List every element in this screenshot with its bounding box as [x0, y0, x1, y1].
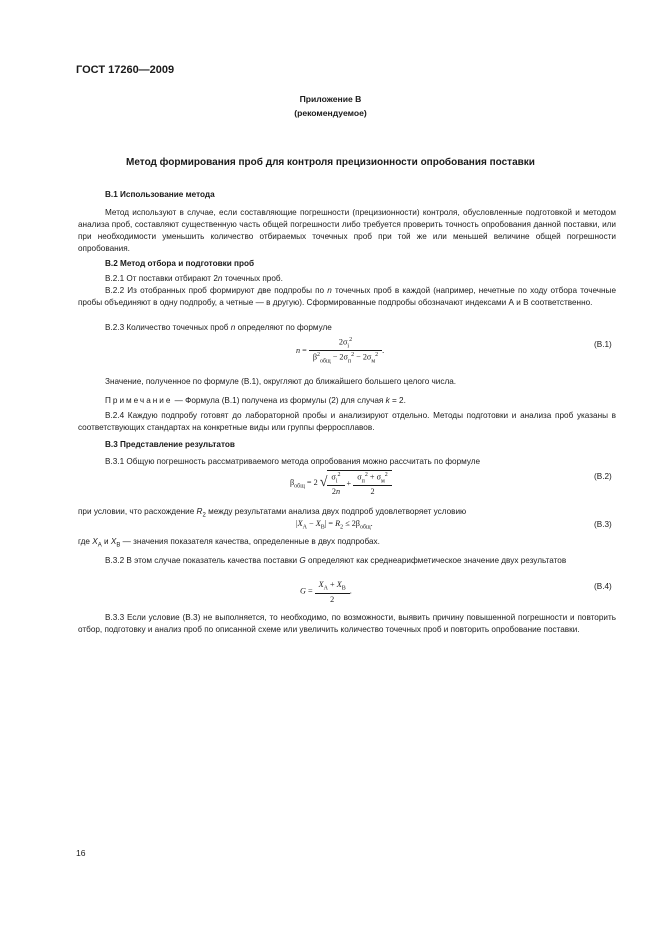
equation-number-b4: (В.4) [594, 582, 612, 591]
clause-b32: В.3.2 В этом случае показатель качества поставки G определяют как среднеарифметическое значение двух результатов [105, 556, 567, 565]
formula-b4: G = $\frac{X_А + X_В}{2}$ . [300, 580, 352, 604]
clause-b31: В.3.1 Общую погрешность рассматриваемого метода опробования можно рассчитать по формуле [105, 457, 481, 466]
formula-b2: $\beta_{общ} = 2$ √ $\frac{\sigma_i^2}{2n}$ + $\frac{\sigma_п^2 + \sigma_м^2}{2}$ [290, 470, 392, 496]
clause-b24: В.2.4 Каждую подпробу готовят до лабораторной пробы и анализируют отдельно. Методы подготовки и анализа проб указаны в соответствующих стандартах на конкретные виды или группы ферросплавов. [78, 411, 616, 432]
clause-b31-where: где $X_А$ и $X_В$ — значения показателя качества, определенные в двух подпробах. [78, 537, 380, 549]
clause-b23-rounding: Значение, полученное по формуле (В.1), округляют до ближайшего большего целого числа. [105, 377, 457, 386]
section-b1-text: Метод используют в случае, если составляющие погрешности (прецизионности) контроля, обусловленные подготовкой и методом анализа проб, составляют существенную часть общей погрешности либо требуется проверить точность опробования данной поставки, или при необходимости уменьшить количество отбираемых точечных проб при той же или меньшей величине общей погрешности опробования. [78, 208, 616, 253]
equation-number-b3: (В.3) [594, 520, 612, 529]
clause-b21: В.2.1 От поставки отбирают 2n точечных проб. [105, 274, 283, 283]
note: Примечание — Формула (В.1) получена из формулы (2) для случая k = 2. [105, 396, 406, 405]
equation-number-b1: (В.1) [594, 340, 612, 349]
formula-b1: n = $\frac{2\sigma_i^2}{\beta^2_{общ} - 2\sigma_п^2 - 2\sigma_м^2}$ . [296, 337, 385, 365]
clause-b22: В.2.2 Из отобранных проб формируют две подпробы по n точечных проб в каждой (например, нечетные по ходу отбора точечные пробы объединяют в одну подпробу, а четные — в другую). Сформированные подпробы обозначают индексами А и В соответственно. [78, 286, 616, 307]
appendix-title: Приложение В [299, 94, 362, 104]
page-number: 16 [76, 848, 86, 858]
standard-header: ГОСТ 17260—2009 [76, 64, 175, 76]
clause-b23: В.2.3 Количество точечных проб n определяют по формуле [105, 323, 332, 332]
note-label: Примечание [105, 396, 173, 405]
clause-b33: В.3.3 Если условие (В.3) не выполняется, то необходимо, по возможности, выявить причину повышенной погрешности и повторить отбор, подготовку и анализ проб по описанной схеме или увеличить количество точечных проб и повторить опробование поставки. [78, 613, 616, 634]
appendix-status: (рекомендуемое) [294, 108, 367, 118]
section-b2-heading: В.2 Метод отбора и подготовки проб [105, 259, 255, 268]
section-b1-heading: В.1 Использование метода [105, 190, 215, 199]
equation-number-b2: (В.2) [594, 472, 612, 481]
clause-b31-condition: при условии, что расхождение $R_2$ между результатами анализа двух подпроб удовлетворяет условию [78, 507, 467, 519]
document-title: Метод формирования проб для контроля прецизионности опробования поставки [126, 157, 535, 168]
section-b3-heading: В.3 Представление результатов [105, 440, 235, 449]
formula-b3: $|X_А - X_В| = R_2 \le 2\beta_{общ}$. [296, 519, 373, 531]
